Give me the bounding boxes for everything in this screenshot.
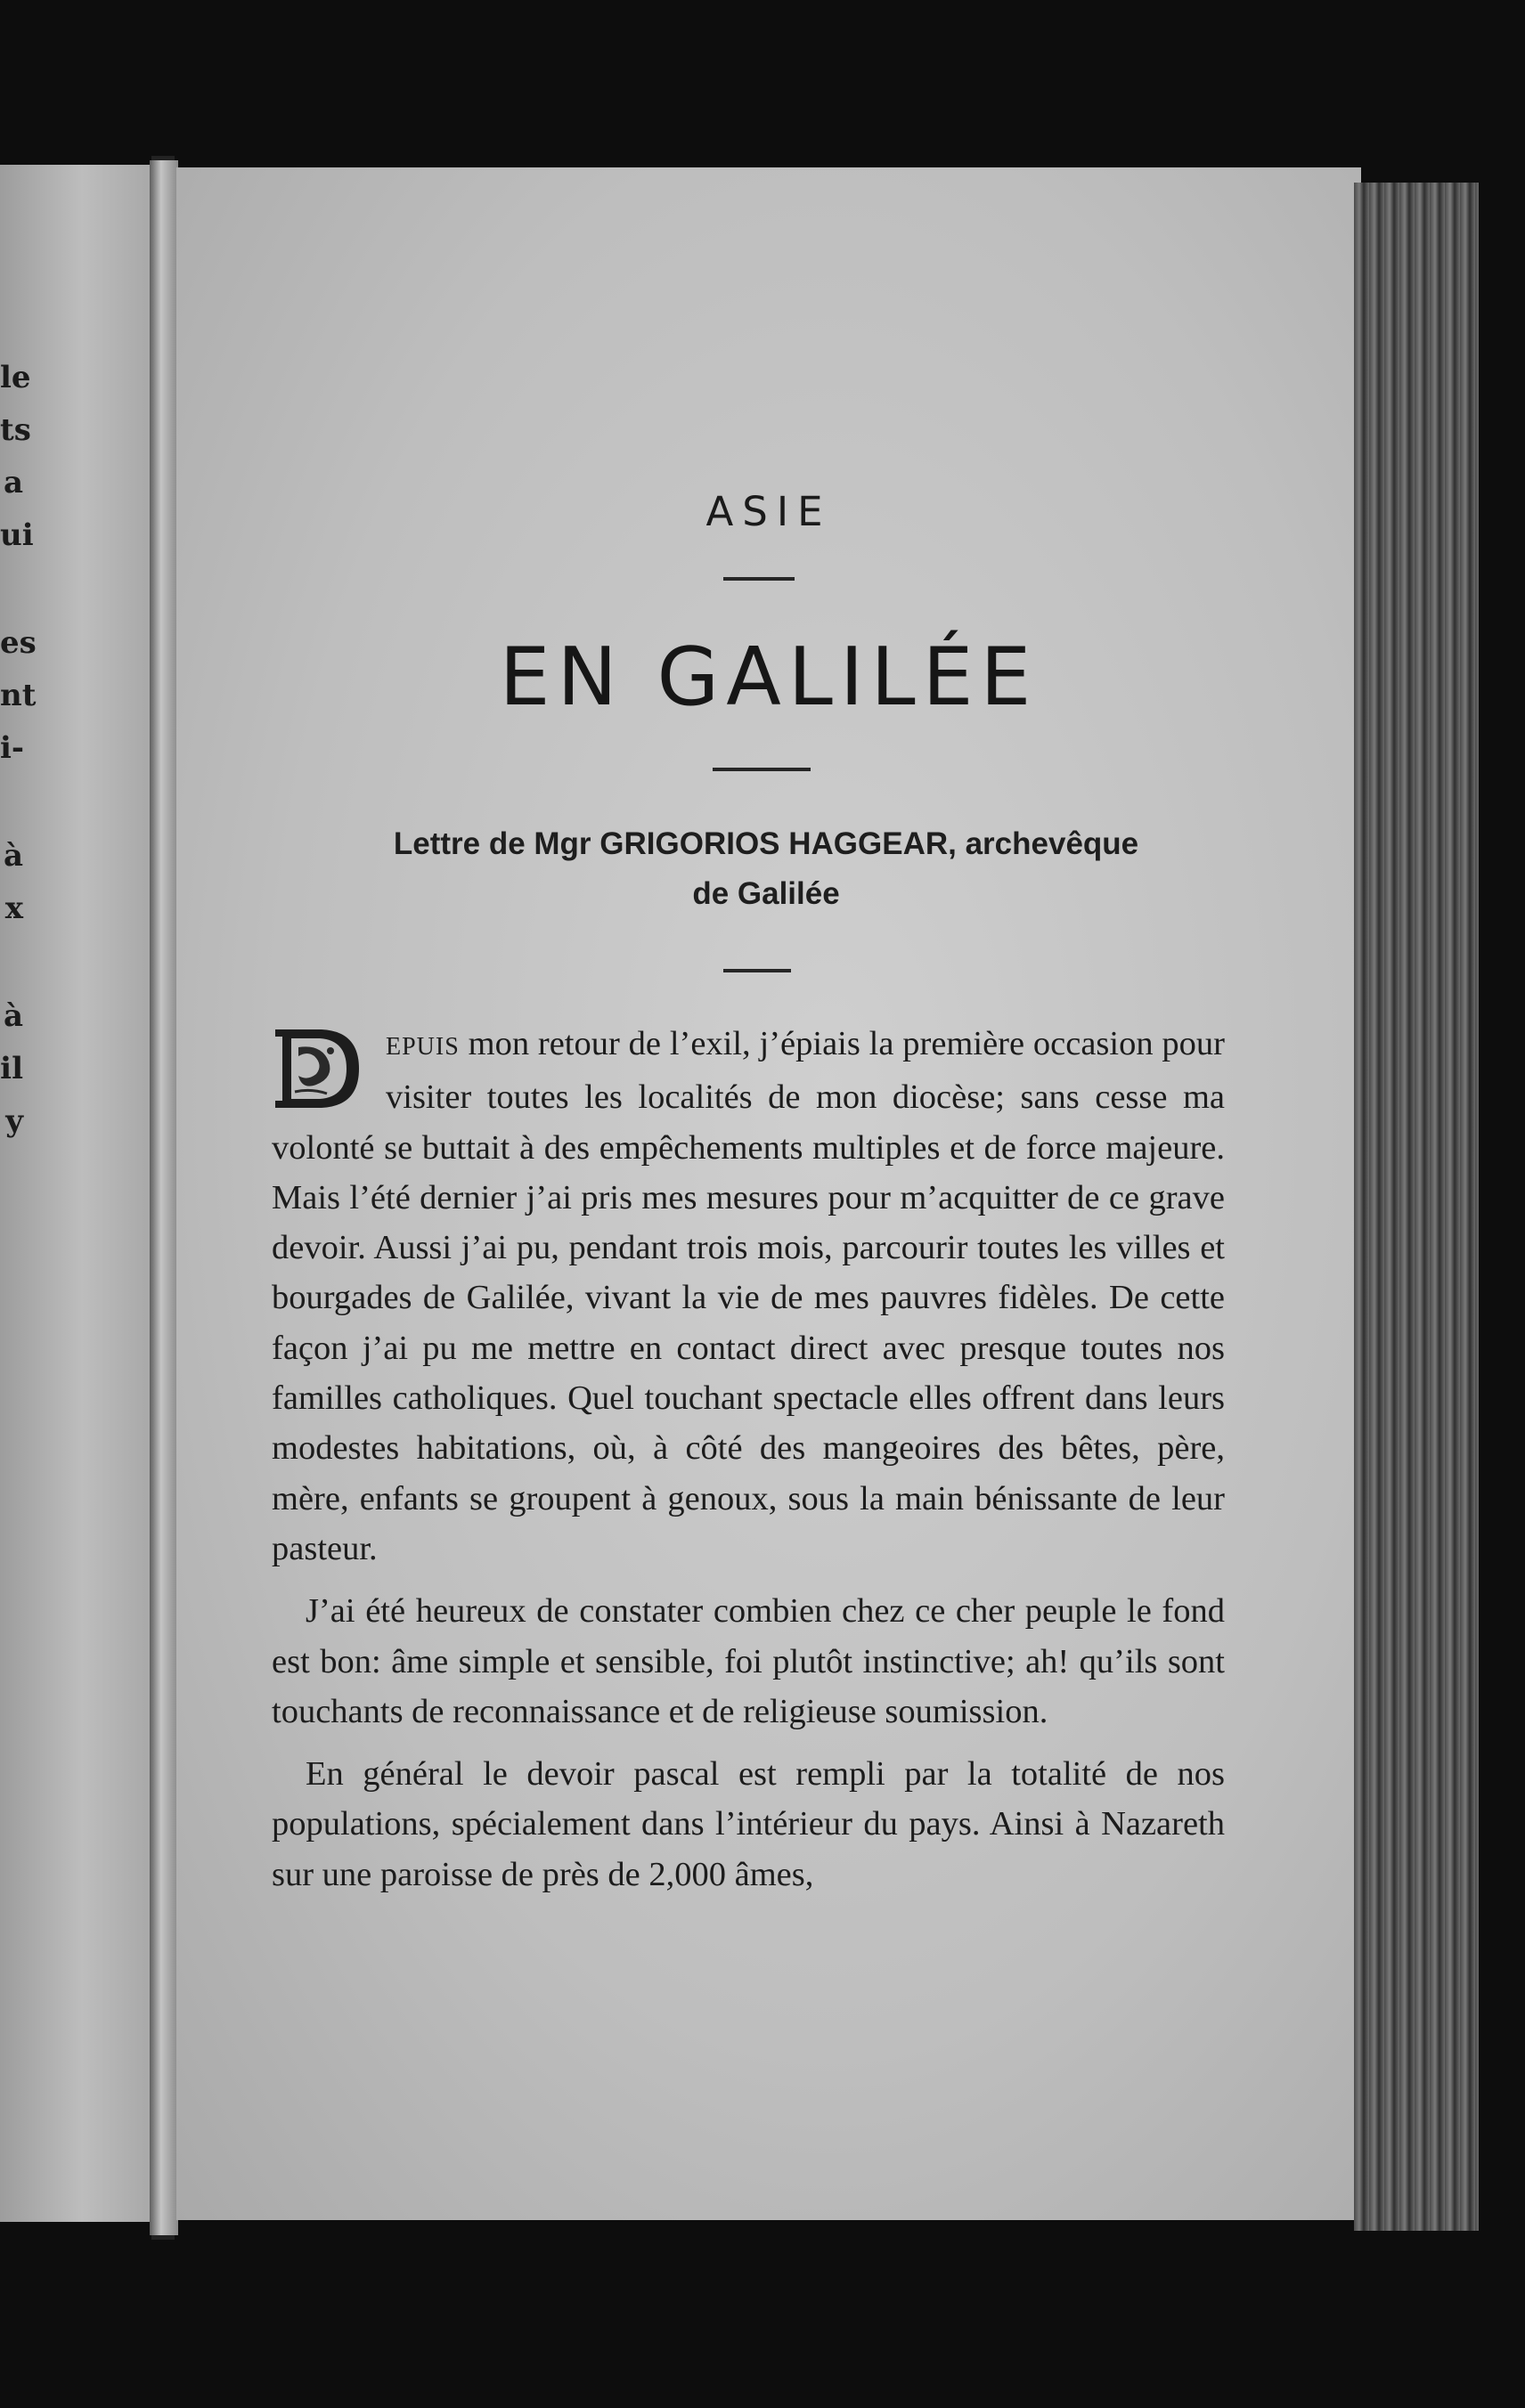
- page-title: EN GALILÉE: [499, 630, 1039, 724]
- running-title: ASIE: [705, 488, 832, 535]
- paragraph: [272, 1019, 1225, 1574]
- left-fragment: ui: [0, 517, 34, 553]
- left-fragment: le: [0, 360, 31, 395]
- left-page-edge: [150, 160, 178, 2235]
- left-fragment: à: [3, 998, 23, 1034]
- divider-rule: [713, 768, 811, 771]
- left-fragment: y: [5, 1103, 23, 1139]
- left-fragment: es: [0, 625, 37, 661]
- divider-rule: [723, 969, 791, 972]
- paragraph-text: En général le devoir pascal est rempli par la totalité de nos populations, spécialement dans l’intérieur du pays. Ainsi à Nazareth sur une paroisse de près de 2,000 âmes,: [272, 1755, 1225, 1893]
- left-fragment: il: [0, 1051, 23, 1086]
- letter-body: [272, 1019, 1225, 1900]
- subtitle-line: de Galilée: [692, 876, 840, 911]
- left-fragment: ts: [0, 412, 31, 448]
- page-edges: [1354, 183, 1479, 2231]
- left-fragment: à: [3, 838, 23, 874]
- paragraph: [272, 1749, 1225, 1900]
- subtitle-line: Lettre de Mgr GRIGORIOS HAGGEAR, archevêque: [393, 826, 1139, 861]
- paragraph-text: J’ai été heureux de constater combien chez ce cher peuple le fond est bon: âme simple et sensible, foi plutôt instinctive; ah! qu’ils sont touchants de reconnaissance et de religieuse soumission.: [272, 1592, 1225, 1730]
- left-fragment: x: [4, 891, 23, 926]
- ornamental-d-icon: [272, 1026, 363, 1111]
- left-fragment: nt: [0, 678, 37, 713]
- letter-subtitle: [276, 819, 1256, 919]
- left-page-fragments: [0, 352, 37, 1148]
- left-fragment: a: [3, 465, 23, 500]
- ornamental-initial: [272, 1026, 363, 1111]
- paragraph-text: mon retour de l’exil, j’épiais la première occasion pour visiter toutes les localités de mon diocèse; sans cesse ma volonté se buttait à des empêchements multiples et de force majeure. Mais l’été dernier j’ai pris mes mesures pour m’acquitter de ce grave devoir. Aussi j’ai pu, pendant trois mois, parcourir toutes les villes et bourgades de Galilée, vivant la vie de mes pauvres fidèles. De cette façon j’ai pu me mettre en contact direct avec presque toutes nos familles catholiques. Quel touchant spectacle elles offrent dans leurs modestes habitations, où, à côté des mangeoires des bêtes, père, mère, enfants se groupent à genoux, sous la main bénissante de leur pasteur.: [272, 1025, 1225, 1567]
- paragraph: [272, 1586, 1225, 1737]
- divider-rule: [723, 577, 795, 581]
- first-word-smallcaps: EPUIS: [386, 1033, 460, 1061]
- left-fragment: i-: [0, 730, 25, 766]
